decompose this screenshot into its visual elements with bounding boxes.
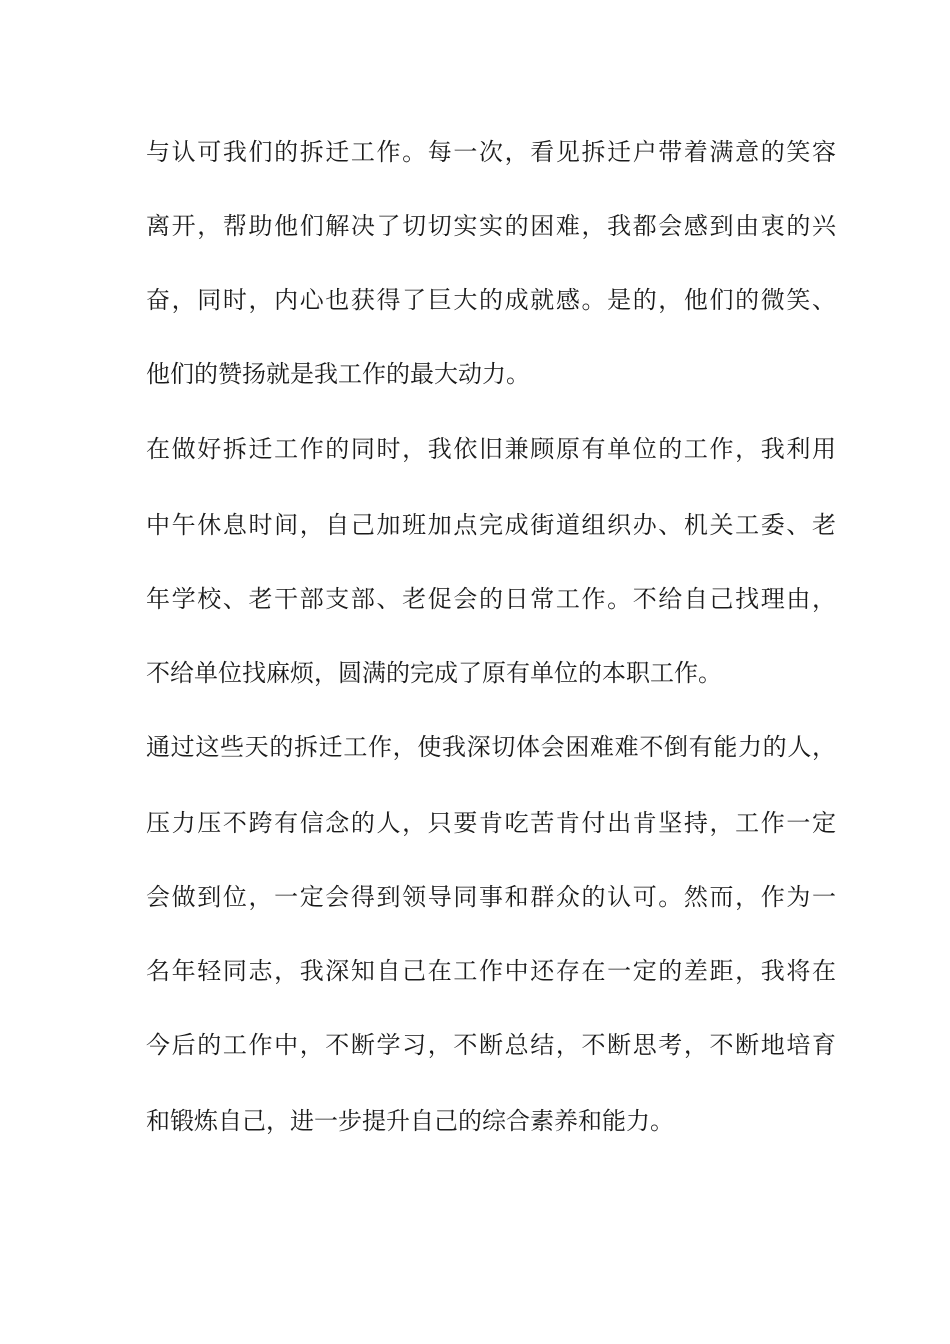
paragraph-1-line-2: 离开，帮助他们解决了切切实实的困难，我都会感到由衷的兴 — [146, 212, 836, 240]
paragraph-2-line-3: 年学校、老干部支部、老促会的日常工作。不给自己找理由， — [146, 585, 836, 613]
paragraph-1-line-1: 与认可我们的拆迁工作。每一次，看见拆迁户带着满意的笑容 — [146, 138, 836, 166]
paragraph-2-line-2: 中午休息时间，自己加班加点完成街道组织办、机关工委、老 — [146, 511, 836, 539]
paragraph-3-line-5: 今后的工作中，不断学习，不断总结，不断思考，不断地培育 — [146, 1031, 836, 1059]
paragraph-3-line-1: 通过这些天的拆迁工作，使我深切体会困难难不倒有能力的人， — [146, 733, 836, 761]
paragraph-3-line-4: 名年轻同志，我深知自己在工作中还存在一定的差距，我将在 — [146, 957, 836, 985]
paragraph-3-line-2: 压力压不跨有信念的人，只要肯吃苦肯付出肯坚持，工作一定 — [146, 809, 836, 837]
paragraph-2-line-4: 不给单位找麻烦，圆满的完成了原有单位的本职工作。 — [146, 659, 722, 687]
paragraph-1-line-4: 他们的赞扬就是我工作的最大动力。 — [146, 360, 530, 388]
paragraph-3-line-3: 会做到位，一定会得到领导同事和群众的认可。然而，作为一 — [146, 883, 836, 911]
paragraph-1-line-3: 奋，同时，内心也获得了巨大的成就感。是的，他们的微笑、 — [146, 286, 836, 314]
paragraph-3-line-6: 和锻炼自己，进一步提升自己的综合素养和能力。 — [146, 1107, 674, 1135]
paragraph-2-line-1: 在做好拆迁工作的同时，我依旧兼顾原有单位的工作，我利用 — [146, 435, 836, 463]
